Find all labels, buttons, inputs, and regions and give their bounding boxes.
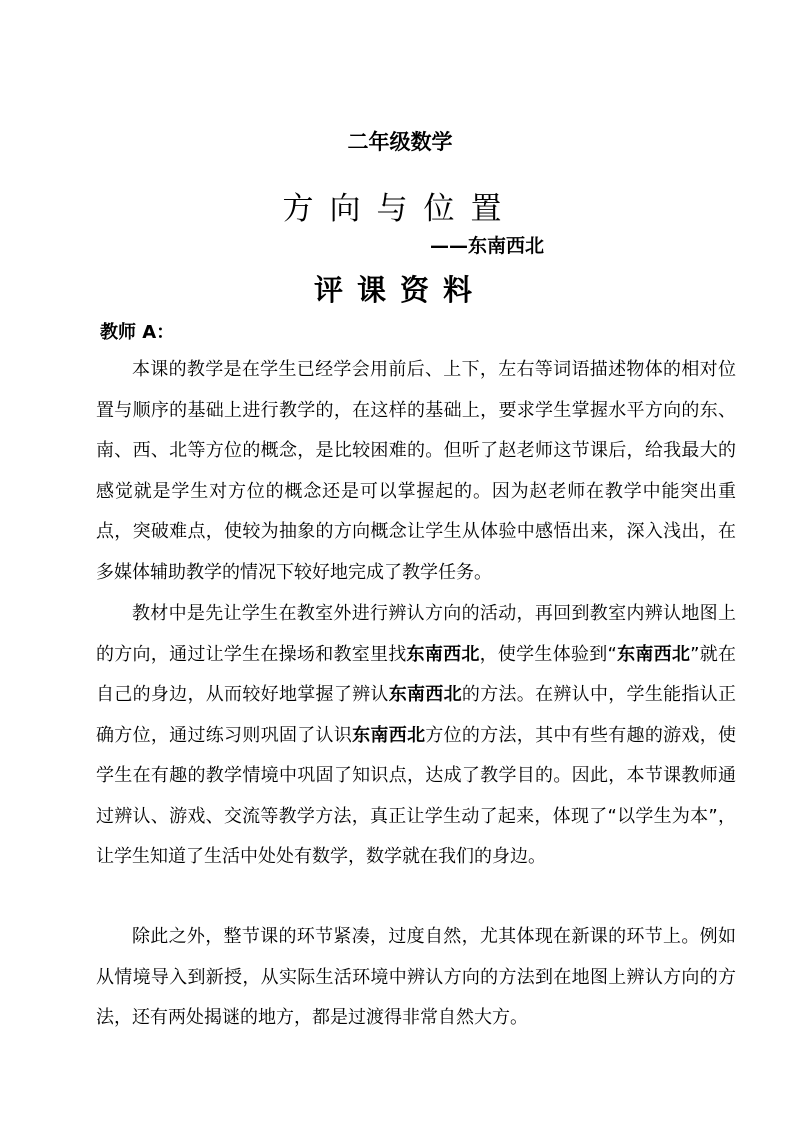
p2-segment-2: ，使学生体验到“ [479,643,617,665]
paragraph-1-text: 本课的教学是在学生已经学会用前后、上下，左右等词语描述物体的相对位置与顺序的基础上进行教学的，在这样的基础上，要求学生掌握水平方向的东、南、西、北等方位的概念，是比较困难的。但听了赵老师这节课后，给我最大的感觉就是学生对方位的概念还是可以掌握起的。因为赵老师在教学中能突出重点，突破难点，使较为抽象的方向概念让学生从体验中感悟出来，深入浅出，在多媒体辅助教学的情况下较好地完成了教学任务。 [96,359,736,583]
p2-bold-3: 东南西北 [388,684,462,705]
p2-segment-1: 教材中是先让学生在教室外进行辨认方向的活动，再回到教室内辨认地图上的方向，通过让学生在操场和教室里找 [96,603,736,665]
document-title: 评课资料 [313,273,486,307]
p2-segment-3: ”就在自己的身边，从而较好地掌握了辨认 [96,643,737,705]
paragraph-3 [96,917,736,1039]
p2-bold-1: 东南西北 [406,643,480,665]
paragraph-3-text: 除此之外，整节课的环节紧凑，过度自然，尤其体现在新课的环节上。例如从情境导入到新授，从实际生活环境中辨认方向的方法到在地图上辨认方向的方法，还有两处揭谜的地方，都是过渡得非常自然大方。 [96,926,736,1028]
teacher-label: 教师 A： [100,322,175,343]
main-title: 方向与位置 [282,191,518,227]
paragraph-1 [96,350,736,593]
subtitle: ——东南西北 [430,235,545,257]
p2-bold-2: 东南西北 [616,643,691,665]
p2-segment-5: 方位的方法，其中有些有趣的游戏，使学生在有趣的教学情境中巩固了知识点，达成了教学目的。因此，本节课教师通过辨认、游戏、交流等教学方法，真正让学生动了起来，体现了“以学生为本”，让学生知道了生活中处处有数学，数学就在我们的身边。 [96,724,737,867]
paragraph-2-text [96,594,736,878]
p2-bold-4: 东南西北 [352,724,426,746]
p2-segment-4: 的方法。在辨认中，学生能指认正确方位，通过练习则巩固了认识 [96,684,737,746]
subject-heading: 二年级数学 [347,130,453,154]
paragraph-2 [96,594,736,878]
